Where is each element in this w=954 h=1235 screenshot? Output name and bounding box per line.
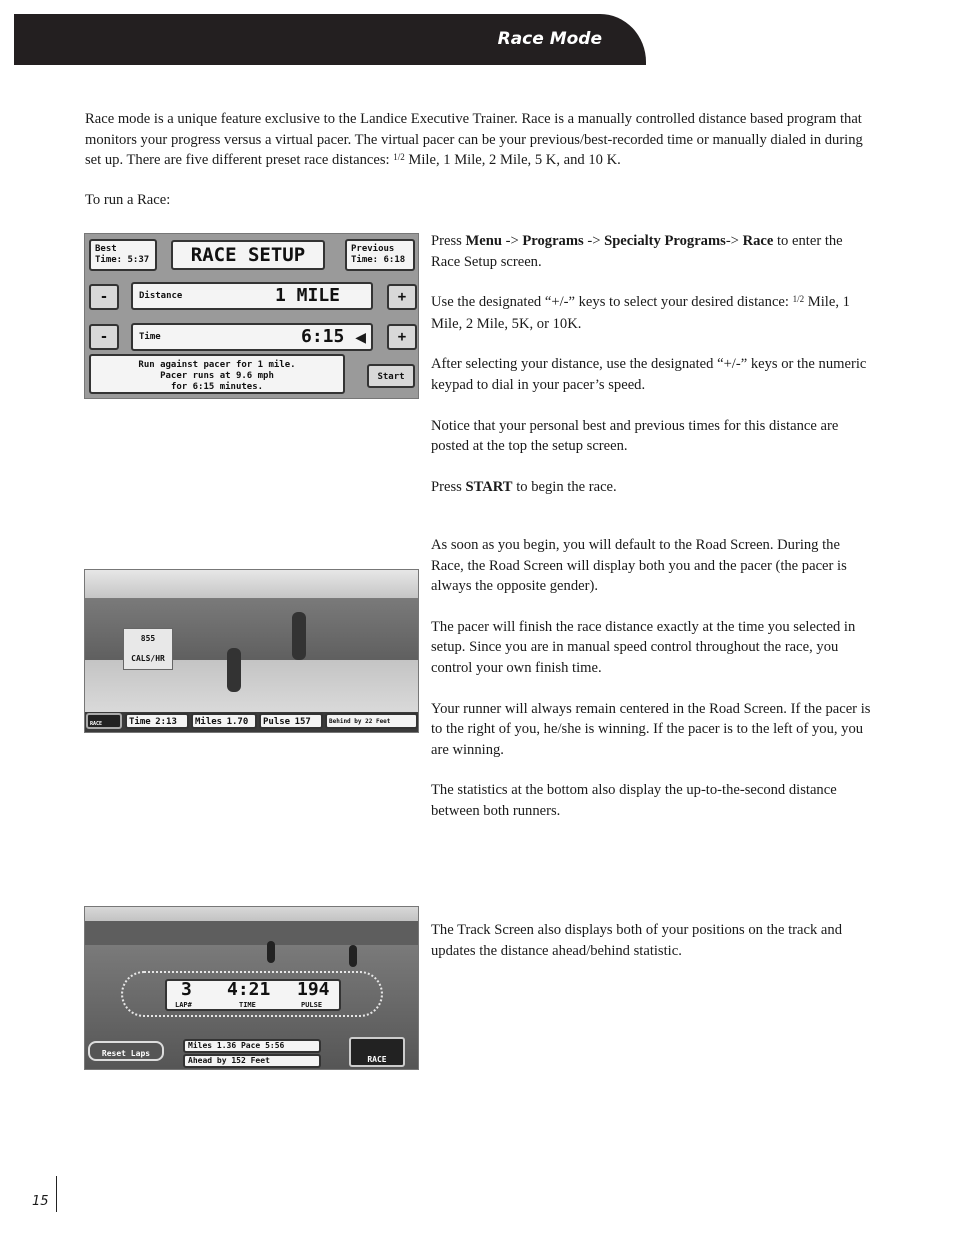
miles-pace-stat: Miles 1.36 Pace 5:56 — [183, 1039, 321, 1053]
cursor-arrow-icon: ◀ — [355, 331, 366, 346]
page-number: 15 — [32, 1194, 49, 1209]
setup-step-4: Notice that your personal best and previous times for this distance are posted at the top the setup screen. — [431, 417, 839, 455]
best-time-box: Best Time: 5:37 — [89, 239, 157, 271]
time-stat: Time 2:13 — [125, 713, 189, 729]
time-minus-button[interactable]: - — [89, 324, 119, 350]
section-header-bar — [14, 14, 646, 65]
pacer-runner — [292, 612, 306, 660]
calories-sign: 855 CALS/HR — [123, 628, 173, 670]
section-title: Race Mode — [497, 29, 602, 49]
track-screen-screenshot — [84, 906, 419, 1070]
lap-time-pulse-display: 3 LAP# 4:21 TIME 194 PULSE — [165, 979, 341, 1011]
setup-step-2: Use the designated “+/-” keys to select your desired distance: $^{1/2}$ Mile, 1 Mile, 2 Mile, 5K, or 10K. — [431, 294, 850, 332]
ahead-stat: Ahead by 152 Feet — [183, 1054, 321, 1068]
intro-fraction: 1/2 — [393, 152, 405, 163]
setup-step-3: After selecting your distance, use the designated “+/-” keys or the numeric keypad to dial in your pacer’s speed. — [431, 356, 867, 393]
setup-step-1: Press Menu -> Programs -> Specialty Programs-> Race to enter the Race Setup screen. — [431, 233, 843, 270]
miles-stat: Miles 1.70 — [191, 713, 257, 729]
race-setup-title-box — [171, 240, 325, 270]
behind-stat: Behind by 22 Feet — [325, 713, 418, 729]
intro-text-b: Mile, 1 Mile, 2 Mile, 5 K, and 10 K. — [404, 152, 621, 169]
time-value: 6:15 — [301, 326, 345, 347]
user-runner — [349, 945, 357, 967]
distance-plus-button[interactable]: + — [387, 284, 417, 310]
reset-laps-button[interactable]: Reset Laps — [88, 1041, 164, 1061]
intro-paragraph — [85, 109, 875, 172]
track-para-1: The Track Screen also displays both of your positions on the track and updates the distance ahead/behind statistic. — [431, 922, 842, 959]
setup-step-5: Press START to begin the race. — [431, 478, 617, 495]
pulse-stat: Pulse 157 — [259, 713, 323, 729]
road-para-4: The statistics at the bottom also display the up-to-the-second distance between both runners. — [431, 782, 837, 819]
road-para-1: As soon as you begin, you will default to the Road Screen. During the Race, the Road Screen will display both you and the pacer (the pacer is always the opposite gender). — [431, 537, 847, 595]
distance-field: Distance 1 MILE — [131, 282, 373, 310]
user-runner — [227, 648, 241, 692]
footer-divider — [56, 1176, 57, 1212]
road-para-2: The pacer will finish the race distance exactly at the time you selected in setup. Since you are in manual speed control throughout the race, you control your own finish time. — [431, 618, 856, 676]
race-graph-button[interactable]: RACE — [349, 1037, 405, 1067]
race-setup-title: RACE SETUP — [190, 244, 306, 266]
start-button[interactable]: Start — [367, 364, 415, 388]
race-description-box: Run against pacer for 1 mile. Pacer runs at 9.6 mph for 6:15 minutes. — [89, 354, 345, 394]
distance-value: 1 MILE — [275, 285, 341, 306]
stats-bar — [85, 712, 418, 732]
intro-text-a: Race mode is a unique feature exclusive to the Landice Executive Trainer. Race is a manually controlled distance based program that monitors your progress versus a virtual pacer. The virtual pacer can be your previous/best-recorded time or manually dialed in during set up. There are five different preset race distances: — [85, 111, 863, 169]
road-screen-description — [431, 535, 871, 842]
road-screen-screenshot — [84, 569, 419, 733]
time-field: Time 6:15 ◀ — [131, 323, 373, 351]
race-setup-screenshot — [84, 233, 419, 399]
to-run-heading: To run a Race: — [85, 192, 171, 208]
pacer-runner — [267, 941, 275, 963]
tree-line — [85, 921, 418, 945]
road-para-3: Your runner will always remain centered in the Road Screen. If the pacer is to the right of you, he/she is winning. If the pacer is to the left of you, you are winning. — [431, 700, 871, 758]
distance-minus-button[interactable]: - — [89, 284, 119, 310]
time-plus-button[interactable]: + — [387, 324, 417, 350]
setup-instructions — [431, 231, 871, 517]
previous-time-box: Previous Time: 6:18 — [345, 239, 415, 271]
race-graph-icon: RACE — [86, 713, 122, 729]
track-screen-description — [431, 920, 871, 981]
